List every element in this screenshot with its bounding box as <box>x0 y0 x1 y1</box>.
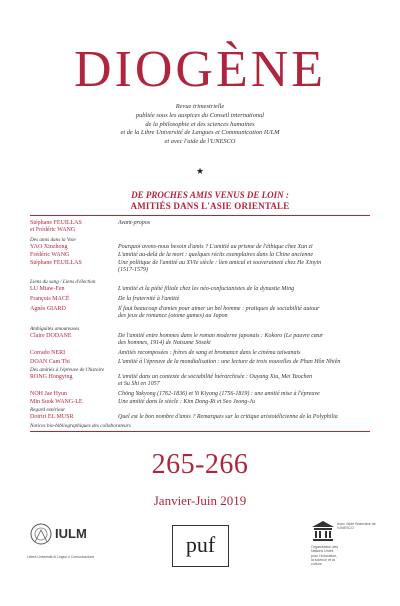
toc-author: Corrado NERI <box>30 350 66 356</box>
toc-author: YAO Xinzhong <box>30 244 68 250</box>
toc-author: Frédéric WANG <box>30 252 70 258</box>
toc-article <box>118 333 380 347</box>
toc-author: DOAN Cam Thi <box>30 359 70 365</box>
iulm-name: IULM <box>55 526 87 541</box>
toc-section-heading: Des amitiés à l'épreuve de l'histoire <box>30 367 105 373</box>
author-name: et Frédéric WANG <box>30 226 76 233</box>
iulm-caption: Libera Università di Lingue e Comunicazione <box>27 555 95 559</box>
toc-author: LU Miaw-Fen <box>30 286 65 292</box>
unesco-caption: Avec l'aide financière de l'UNESCO <box>337 522 376 531</box>
iulm-logo <box>27 522 117 566</box>
toc-article: Amitiés recomposées : frères de sang et bromance dans le cinéma taïwanais <box>118 350 301 356</box>
toc-author: Dotriri EL MUSR <box>30 414 74 420</box>
subtitle-line: et avec l'aide de l'UNESCO <box>164 138 236 146</box>
toc-author: François MACÉ <box>30 296 70 302</box>
article-line: et Su Shi en 1057 <box>118 380 160 387</box>
toc-article: L'amitié et la piété filiale chez les néo-confucianistes de la dynastie Ming <box>118 286 295 292</box>
toc-author: Min Suok WANG-LE <box>30 399 83 405</box>
toc-section-heading: Ambiguïtés amoureuses <box>30 326 80 332</box>
article-line: De l'amitié entre hommes dans le roman moderne japonais : Kokoro (Le pauvre cœur <box>118 333 324 339</box>
unesco-logo <box>311 518 381 572</box>
toc-author <box>30 220 115 234</box>
divider-bottom <box>30 431 370 432</box>
theme-line-1: DE PROCHES AMIS VENUS DE LOIN : <box>131 190 289 200</box>
toc-article: Une amitié dans le siècle : Kim Dong-Ri et Seo Jeong-Ju <box>118 399 255 405</box>
author-name: Stéphane FEUILLAS <box>30 220 82 226</box>
issue-theme <box>60 190 360 211</box>
article-line: Une politique de l'amitié au XVIe siècle : lien amical et souveraineté chez He Xinyin <box>118 260 322 266</box>
toc-article <box>118 260 380 274</box>
toc-section-heading: Regard extérieur <box>30 407 66 413</box>
toc-author: Stéphane FEUILLAS <box>30 260 82 266</box>
toc-article <box>118 306 380 320</box>
issue-number: 265-266 <box>151 449 249 480</box>
journal-subtitle <box>60 103 340 147</box>
toc-author: RONG Hongying <box>30 374 73 380</box>
journal-title: DIOGÈNE <box>73 41 327 98</box>
toc-author: NOH Jae Hyun <box>30 391 67 397</box>
toc-section-heading: Liens du sang / Liens d'élection <box>30 279 96 285</box>
article-line: des hommes, 1914) de Natsume Sōseki <box>118 339 211 346</box>
toc-article: L'amitié au-delà de la mort : quelques récits exemplaires dans la Chine ancienne <box>118 252 314 258</box>
issue-date: Janvier-Juin 2019 <box>153 493 247 508</box>
subtitle-line: publiée sous les auspices du Conseil international <box>135 111 265 119</box>
theme-line-2: AMITIÉS DANS L'ASIE ORIENTALE <box>130 200 290 211</box>
toc-article: Quel est le bon nombre d'amis ? Remarques sur la critique aristotélicienne de la Polyphilia <box>118 414 338 420</box>
article-line: des jeux de romance (otome games) au Japon <box>118 312 228 319</box>
toc-section-heading: Des amis dans la Voie <box>30 237 76 243</box>
puf-logo: puf <box>172 525 229 567</box>
toc-author: Agnès GIARD <box>30 306 66 312</box>
toc-section-heading: Notices bio-bibliographiques des collaborateurs <box>30 423 131 429</box>
article-line: L'amitié dans un contexte de sociabilité hiérarchisée : Ouyang Xiu, Mei Yaochen <box>118 374 313 380</box>
subtitle-line: et de la Libre Université de Langues et Communication IULM <box>120 129 280 137</box>
toc-article: De la fraternité à l'amitié <box>118 296 180 302</box>
article-line: (1517-1579) <box>118 266 148 273</box>
iulm-emblem-icon <box>29 522 53 550</box>
subtitle-line: de la philosophie et des sciences humaines <box>145 120 255 128</box>
subtitle-line: Revue trimestrielle <box>175 103 225 110</box>
star-icon: ★ <box>195 166 205 176</box>
unesco-temple-icon <box>311 520 335 542</box>
toc-article: L'amitié à l'épreuve de la mondialisation : une lecture de trois nouvelles de Phan Hồn Nhiên <box>118 359 341 365</box>
toc-article <box>118 374 380 388</box>
toc-article: Avant-propos <box>118 220 151 226</box>
unesco-small-caption: Organisation des Nations Unies pour l'éducation, la science et la culture <box>311 545 339 567</box>
divider-top <box>30 215 370 216</box>
article-line: Il faut beaucoup d'amies pour aimer un bel homme : pratiques de sociabilité autour <box>118 306 320 312</box>
toc-article: Chōng Yakyong (1762-1836) et Yi Kiyong (1756-1819) : une amitié mise à l'épreuve <box>118 391 320 397</box>
toc-author: Claire DODANE <box>30 333 72 339</box>
toc-article: Pourquoi avons-nous besoin d'amis ? L'amitié au prisme de l'éthique chez Xun zi <box>118 244 313 250</box>
